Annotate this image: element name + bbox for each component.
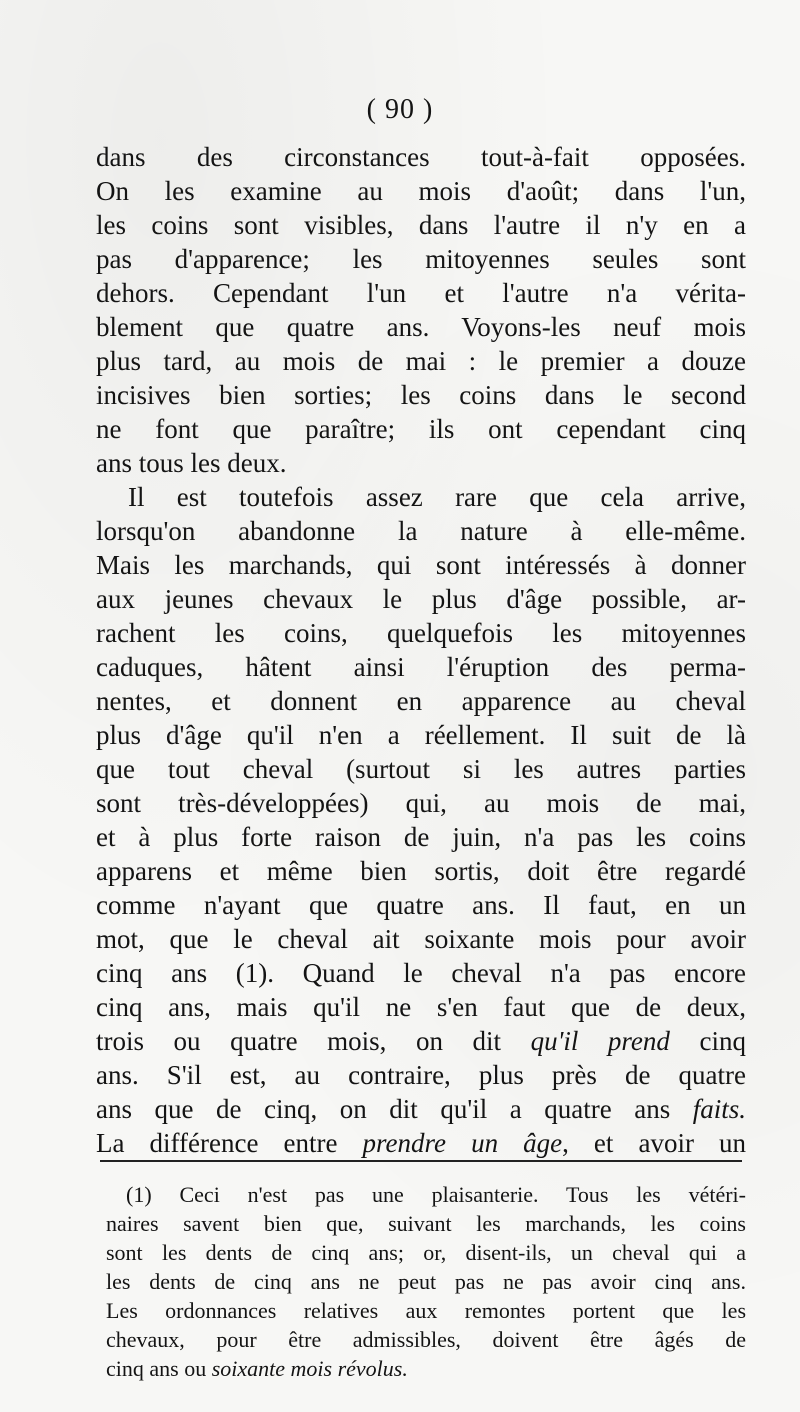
body-line: [96, 140, 746, 174]
body-line: [96, 242, 746, 276]
italic-text: soixante mois révolus.: [211, 1356, 408, 1381]
footnote-line: [106, 1296, 746, 1325]
body-line: [96, 480, 746, 514]
text-segment: apparens et même bien sortis, doit être regardé: [96, 856, 746, 886]
body-line: [96, 752, 746, 786]
body-line: [96, 276, 746, 310]
text-segment: les coins sont visibles, dans l'autre il n'y en a: [96, 210, 746, 240]
text-segment: dehors. Cependant l'un et l'autre n'a vérita-: [96, 278, 746, 308]
text-segment: blement que quatre ans. Voyons-les neuf mois: [96, 312, 746, 342]
text-segment: plus d'âge qu'il n'en a réellement. Il suit de là: [96, 720, 746, 750]
body-line: [96, 786, 746, 820]
text-segment: Mais les marchands, qui sont intéressés à donner: [96, 550, 746, 580]
footnote-line: [106, 1180, 746, 1209]
text-segment: ans tous les deux.: [96, 448, 287, 478]
text-segment: ans que de cinq, on dit qu'il a quatre ans: [96, 1094, 693, 1124]
text-segment: caduques, hâtent ainsi l'éruption des perma-: [96, 652, 746, 682]
text-segment: Les ordonnances relatives aux remontes portent que les: [106, 1298, 746, 1323]
body-line: [96, 378, 746, 412]
body-line: [96, 582, 746, 616]
footnote-line: [106, 1209, 746, 1238]
body-line: [96, 208, 746, 242]
body-line: [96, 344, 746, 378]
text-segment: La différence entre: [96, 1128, 363, 1158]
footnote-line: [106, 1267, 746, 1296]
footnote-line: [106, 1238, 746, 1267]
text-segment: cinq ans ou: [106, 1356, 212, 1381]
body-line: [96, 922, 746, 956]
text-segment: On les examine au mois d'août; dans l'un,: [96, 176, 746, 206]
footnote-line: [106, 1354, 746, 1383]
body-line: [96, 1092, 746, 1126]
body-line: [96, 650, 746, 684]
text-segment: chevaux, pour être admissibles, doivent être âgés de: [106, 1327, 746, 1352]
text-segment: rachent les coins, quelquefois les mitoyennes: [96, 618, 746, 648]
text-segment: sont très-développées) qui, au mois de mai,: [96, 788, 746, 818]
text-segment: (1) Ceci n'est pas une plaisanterie. Tous les vétéri-: [126, 1182, 746, 1207]
italic-text: faits.: [692, 1094, 746, 1124]
body-line: [96, 956, 746, 990]
text-segment: que tout cheval (surtout si les autres parties: [96, 754, 746, 784]
text-segment: aux jeunes chevaux le plus d'âge possible, ar-: [96, 584, 746, 614]
text-segment: sont les dents de cinq ans; or, disent-ils, un cheval qui a: [106, 1240, 746, 1265]
text-segment: pas d'apparence; les mitoyennes seules sont: [96, 244, 746, 274]
body-line: [96, 718, 746, 752]
text-segment: comme n'ayant que quatre ans. Il faut, en un: [96, 890, 746, 920]
footnote: [106, 1180, 746, 1383]
text-segment: , et avoir un: [562, 1128, 746, 1158]
body-line: [96, 888, 746, 922]
text-segment: trois ou quatre mois, on dit: [96, 1026, 531, 1056]
italic-text: qu'il prend: [530, 1026, 670, 1056]
body-line: [96, 548, 746, 582]
body-line: [96, 616, 746, 650]
text-segment: naires savent bien que, suivant les marchands, les coins: [106, 1211, 746, 1236]
body-line: [96, 1126, 746, 1160]
body-line: [96, 310, 746, 344]
body-line: [96, 684, 746, 718]
text-segment: incisives bien sorties; les coins dans le second: [96, 380, 746, 410]
page-number: ( 90 ): [366, 94, 434, 125]
body-line: [96, 1058, 746, 1092]
footnote-line: [106, 1325, 746, 1354]
text-segment: cinq: [669, 1026, 746, 1056]
text-segment: lorsqu'on abandonne la nature à elle-même.: [96, 516, 746, 546]
body-line: [96, 854, 746, 888]
body-line: [96, 174, 746, 208]
text-segment: les dents de cinq ans ne peut pas ne pas avoir cinq ans.: [106, 1269, 746, 1294]
text-segment: cinq ans (1). Quand le cheval n'a pas encore: [96, 958, 746, 988]
body-line: [96, 1024, 746, 1058]
body-line: [96, 412, 746, 446]
text-segment: et à plus forte raison de juin, n'a pas les coins: [96, 822, 746, 852]
text-segment: cinq ans, mais qu'il ne s'en faut que de deux,: [96, 992, 746, 1022]
body-line: [96, 820, 746, 854]
body-line: [96, 514, 746, 548]
body-line: [96, 990, 746, 1024]
body-text: [96, 140, 746, 1160]
body-line: [96, 446, 746, 480]
text-segment: ne font que paraître; ils ont cependant cinq: [96, 414, 746, 444]
text-segment: ans. S'il est, au contraire, plus près de quatre: [96, 1060, 746, 1090]
text-segment: dans des circonstances tout-à-fait opposées.: [96, 142, 746, 172]
text-segment: plus tard, au mois de mai : le premier a douze: [96, 346, 746, 376]
text-segment: mot, que le cheval ait soixante mois pour avoir: [96, 924, 746, 954]
text-segment: nentes, et donnent en apparence au cheval: [96, 686, 746, 716]
italic-text: prendre un âge: [362, 1128, 563, 1158]
text-segment: Il est toutefois assez rare que cela arrive,: [128, 482, 746, 512]
footnote-rule: [100, 1160, 742, 1162]
